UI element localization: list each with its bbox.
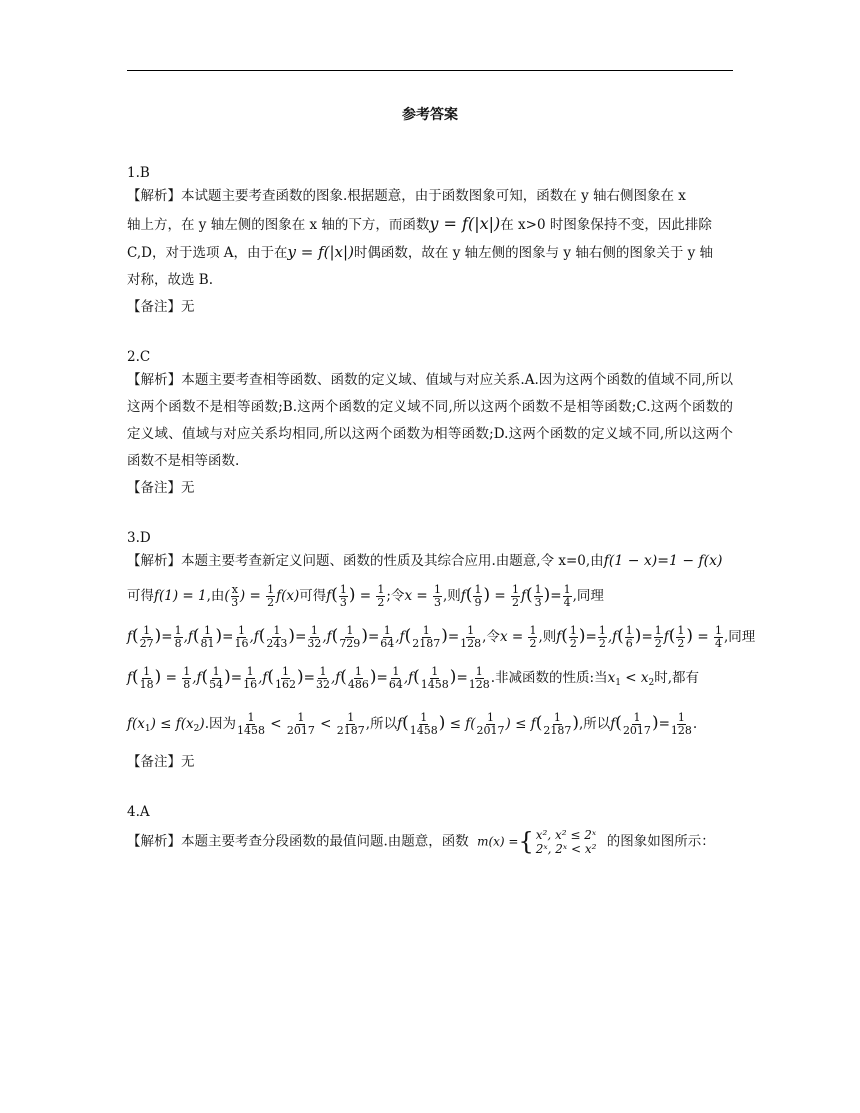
- analysis-tag: 【解析】: [127, 372, 182, 388]
- analysis-tag: 【解析】: [127, 553, 181, 569]
- analysis-text: 【解析】本题主要考查分段函数的最值问题.由题意，函数 m(x) ={ x², x² ≤ 2ˣ 2ˣ, 2ˣ < x² 的图象如图所示：: [127, 827, 715, 856]
- answer-content: [127, 163, 756, 882]
- analysis-tag: 【解析】: [127, 833, 181, 850]
- header-rule: [127, 70, 733, 71]
- formula: f(1 − x)=1 − f(x): [603, 553, 723, 569]
- answer-1: [127, 163, 733, 321]
- answer-number: 2.C: [127, 349, 151, 365]
- analysis-tag: 【解析】: [127, 188, 181, 204]
- analysis-text: 【解析】本题主要考查相等函数、函数的定义域、值域与对应关系.A.因为这两个函数的值域不同,所以这两个函数不是相等函数;B.这两个函数的定义域不同,所以这两个函数不是相等函数;C.这两个函数的定义域、值域与对应关系均相同,所以这两个函数为相等函数;D.这两个函数的定义域不同,所以这两个函数不是相等函数.: [127, 372, 734, 469]
- answer-number: 4.A: [127, 804, 150, 820]
- answer-number: 3.D: [127, 530, 151, 546]
- analysis-text: 【解析】本题主要考查新定义问题、函数的性质及其综合应用.由题意,令 x=0,由f(1 − x)=1 − f(x): [127, 553, 723, 569]
- formula-line: f( $\frac{1}{27}$ )= $\frac{1}{8}$ ,f( $\frac{1}{81}$ )= $\frac{1}{16}$ ,f( $\frac{1}{243}$ )= $\frac{1}{32}$ ,f( $\frac{1}{729}$ )= $\frac{1}{64}$ ,f( $\frac{1}{2187}$ )= $\frac{1}{128}$ ,令x = $\frac{1}{2}$ ,则f( $\frac{1}{2}$ )= $\frac{1}{2}$ ,f( $\frac{1}{6}$ )= $\frac{1}{2}$ f( $\frac{1}{2}$ ) = $\frac{1}{4}$ ,同理: [127, 624, 756, 650]
- formula-line: f( $\frac{1}{18}$ ) = $\frac{1}{8}$ ,f( $\frac{1}{54}$ )= $\frac{1}{16}$ ,f( $\frac{1}{162}$ )= $\frac{1}{32}$ ,f( $\frac{1}{486}$ )= $\frac{1}{64}$ ,f( $\frac{1}{1458}$ )= $\frac{1}{128}$ .非减函数的性质:当$x_1 < x_2$时,都有: [127, 665, 700, 691]
- answer-3: [127, 528, 756, 776]
- formula: y = f(|x|): [287, 243, 354, 261]
- page-title: 参考答案: [402, 107, 458, 123]
- remark: 【备注】无: [127, 299, 195, 315]
- answer-4: [127, 802, 733, 856]
- formula-line: $f(x_1) \le f(x_2)$.因为 $\frac{1}{1458}$ < $\frac{1}{2017}$ < $\frac{1}{2187}$ ,所以f( $\frac{1}{1458}$ ) ≤ f( $\frac{1}{2017}$ ) ≤ f( $\frac{1}{2187}$ ),所以f( $\frac{1}{2017}$ )= $\frac{1}{128}$ .: [127, 711, 698, 737]
- piecewise-formula: m(x) ={ x², x² ≤ 2ˣ 2ˣ, 2ˣ < x²: [477, 827, 597, 856]
- formula-line: 可得f(1) = 1,由( $\frac{x}{3}$ ) = $\frac{1}{2}$ f(x)可得f( $\frac{1}{3}$ ) = $\frac{1}{2}$ ;令x = $\frac{1}{3}$ ,则f( $\frac{1}{9}$ ) = $\frac{1}{2}$ f( $\frac{1}{3}$ )= $\frac{1}{4}$ ,同理: [127, 583, 604, 609]
- answer-2: [127, 347, 733, 502]
- remark: 【备注】无: [127, 480, 195, 496]
- formula: y = f(|x|): [429, 214, 501, 233]
- analysis-text: 【解析】本试题主要考查函数的图象.根据题意，由于函数图象可知，函数在 y 轴右侧图象在 x 轴上方，在 y 轴左侧的图象在 x 轴的下方，而函数y = f(|x|)在 x>0 时图象保持不变，因此排除 C,D，对于选项 A，由于在y = f(|x|)时偶函数，故在 y 轴左侧的图象与 y 轴右侧的图象关于 y 轴 对称，故选 B.: [127, 188, 714, 288]
- remark: 【备注】无: [127, 754, 195, 770]
- answer-number: 1.B: [127, 165, 150, 181]
